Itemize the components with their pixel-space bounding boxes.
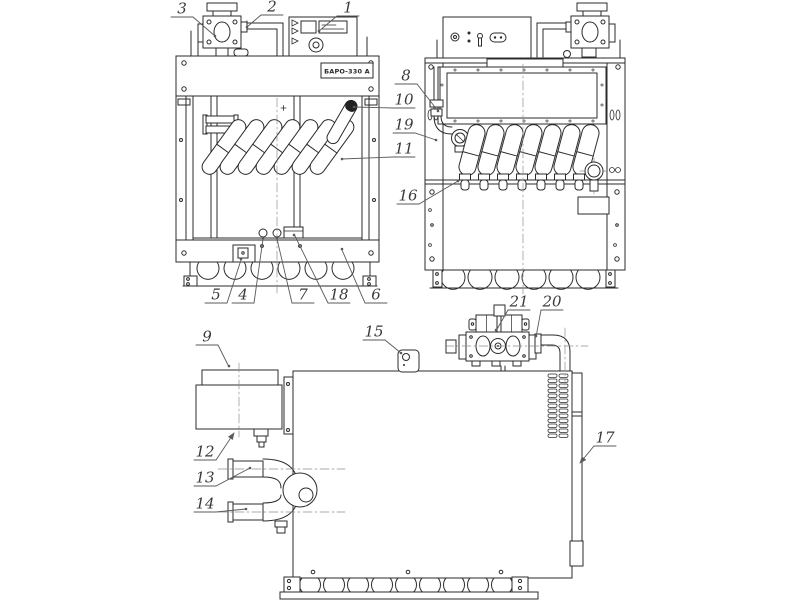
base-skirt-rear bbox=[430, 270, 618, 289]
control-knob-left bbox=[259, 229, 267, 237]
gas-valve-rear bbox=[566, 3, 615, 57]
rear-view bbox=[425, 3, 625, 289]
callout-5: 5 bbox=[211, 285, 221, 304]
callout-18: 18 bbox=[329, 285, 349, 304]
callout-11: 11 bbox=[394, 139, 414, 158]
callout-10: 10 bbox=[394, 90, 414, 109]
base-skirt-side bbox=[280, 577, 538, 599]
control-panel bbox=[289, 17, 357, 61]
callout-20: 20 bbox=[542, 292, 562, 311]
inspection-window bbox=[438, 67, 606, 124]
callout-1: 1 bbox=[343, 0, 353, 17]
heater-body bbox=[293, 371, 572, 578]
gas-supply-pipe bbox=[247, 21, 283, 56]
panel-knob bbox=[309, 38, 323, 52]
gas-valve-block bbox=[446, 305, 536, 371]
callout-21: 21 bbox=[509, 292, 529, 311]
burner-control-box bbox=[196, 370, 293, 434]
gas-fitting bbox=[254, 429, 268, 447]
base-skirt-front bbox=[183, 262, 377, 286]
front-view bbox=[176, 0, 379, 286]
callout-16: 16 bbox=[398, 186, 418, 205]
callout-17: 17 bbox=[595, 428, 615, 447]
nameplate-text: БАРО-330 А bbox=[324, 67, 370, 76]
bottom-band-front bbox=[176, 240, 379, 262]
callout-3: 3 bbox=[177, 0, 187, 18]
header-band bbox=[176, 56, 379, 96]
side-view bbox=[196, 305, 583, 599]
callout-19: 19 bbox=[394, 115, 414, 134]
connector-icon bbox=[490, 33, 506, 42]
ignition-unit bbox=[284, 227, 303, 238]
callout-14: 14 bbox=[195, 494, 215, 513]
gas-supply-pipe-rear bbox=[537, 23, 571, 58]
side-panel bbox=[570, 373, 583, 566]
callout-7: 7 bbox=[298, 285, 308, 304]
callout-4: 4 bbox=[238, 285, 248, 304]
callout-8: 8 bbox=[401, 66, 411, 85]
callout-6: 6 bbox=[371, 285, 381, 304]
callout-15: 15 bbox=[364, 322, 384, 341]
rating-plate bbox=[578, 197, 609, 214]
junction-box bbox=[443, 17, 531, 61]
callout-12: 12 bbox=[195, 442, 215, 461]
drain-plug bbox=[275, 521, 287, 533]
callout-2: 2 bbox=[267, 0, 277, 16]
callout-9: 9 bbox=[202, 327, 212, 346]
burner-tubes-rear bbox=[457, 123, 601, 178]
callout-13: 13 bbox=[195, 468, 215, 487]
